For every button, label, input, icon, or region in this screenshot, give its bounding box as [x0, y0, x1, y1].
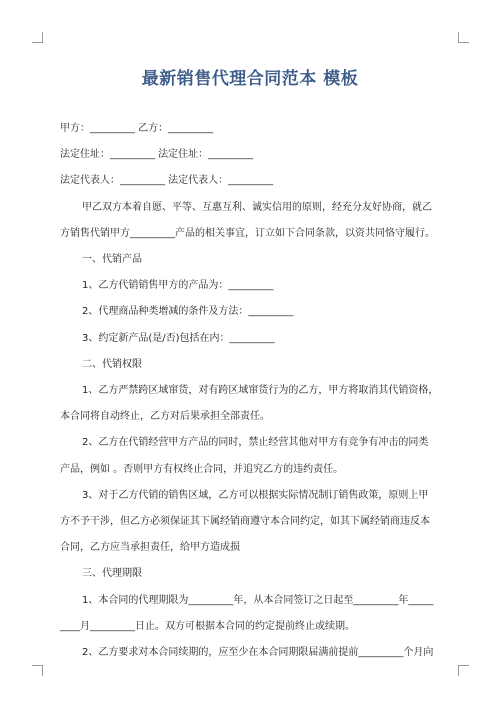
text-line: 法定代表人：_________ 法定代表人：_________: [60, 175, 274, 187]
text-line: ____月_________日止。双方可根据本合同的约定提前终止或续期。: [60, 620, 355, 632]
text-line: 法定住址：_________ 法定住址：_________: [60, 149, 254, 161]
text-line: 2、乙方在代销经营甲方产品的同时，禁止经营其他对甲方有竞争有冲击的同类: [82, 437, 429, 449]
text-line: 2、代理商品种类增减的条件及方法：_________: [82, 306, 294, 318]
text-line: 合同，乙方应当承担责任，给甲方造成损: [60, 542, 240, 554]
text-line: 方不予干涉，但乙方必须保证其下属经销商遵守本合同约定，如其下属经销商违反本: [60, 516, 430, 528]
document-title: 最新销售代理合同范本 模板: [141, 69, 359, 89]
text-line: 3、约定新产品(是/否)包括在内：_________: [82, 332, 275, 344]
text-line: 2、乙方要求对本合同续期的，应至少在本合同期限届满前提前_________个月向: [82, 647, 434, 659]
text-line: 产品，例如 。否则甲方有权终止合同，并追究乙方的违约责任。: [60, 463, 344, 475]
text-line: 甲乙双方本着自愿、平等、互惠互利、诚实信用的原则，经充分友好协商，就乙: [82, 201, 432, 213]
corner-mark-top-left: [32, 32, 43, 43]
text-line: 二、代销权限: [82, 358, 142, 370]
corner-mark-top-right: [458, 32, 469, 43]
text-line: 一、代销产品: [82, 254, 142, 266]
corner-mark-bottom-right: [458, 665, 469, 676]
text-line: 1、乙方代销销售甲方的产品为：_________: [82, 280, 274, 292]
corner-mark-bottom-left: [32, 665, 43, 676]
text-line: 1、本合同的代理期限为_________年，从本合同签订之日起至_________年_____: [82, 594, 434, 606]
text-line: 方销售代销甲方_________产品的相关事宜，订立如下合同条款，以资共同恪守履行。: [60, 227, 435, 239]
text-line: 本合同将自动终止，乙方对后果承担全部责任。: [60, 411, 270, 423]
document-body: [60, 116, 443, 666]
text-line: 三、代理期限: [82, 568, 142, 580]
text-line: 1、乙方严禁跨区域窜货，对有跨区域窜货行为的乙方，甲方将取消其代销资格，: [82, 385, 439, 397]
text-line: 甲方：_________ 乙方：_________: [60, 123, 214, 134]
text-line: 3、对于乙方代销的销售区域，乙方可以根据实际情况制订销售政策，原则上甲: [82, 489, 429, 501]
